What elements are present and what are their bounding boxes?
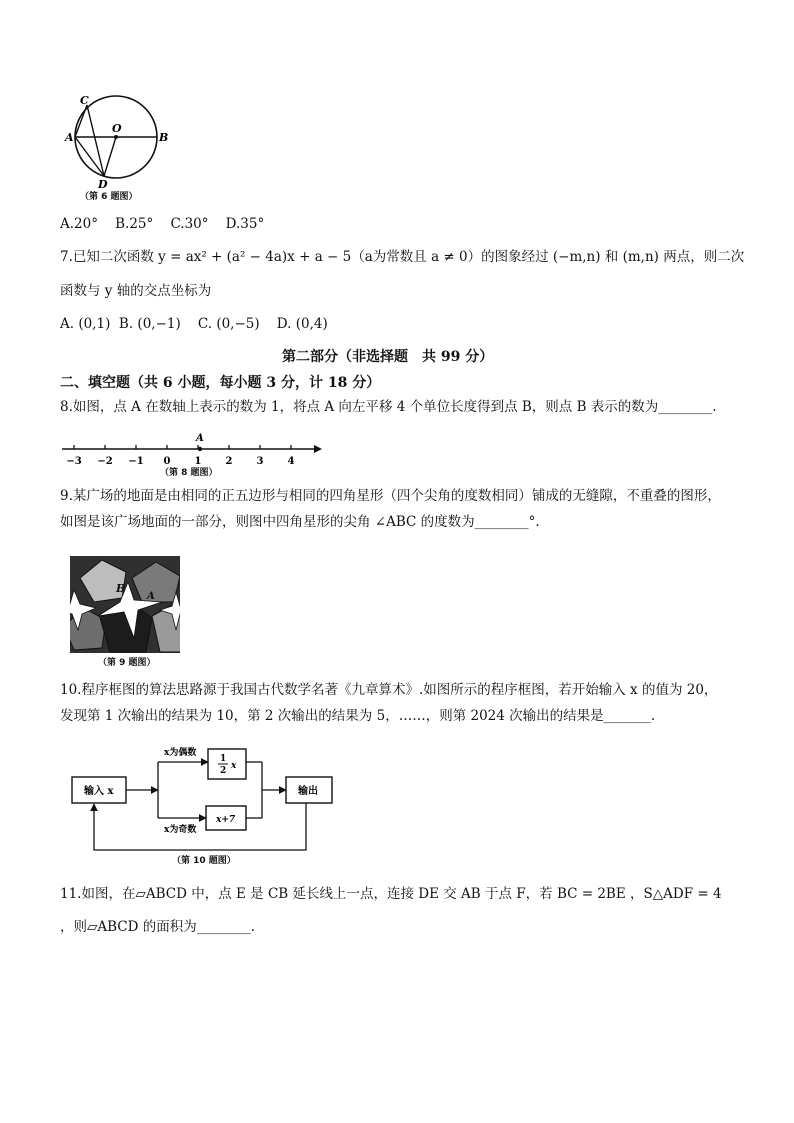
q6-circle-figure — [60, 94, 170, 204]
q6-label-o: O — [112, 122, 122, 135]
q6-label-a: A — [65, 131, 74, 144]
q8-tick-label: 1 — [194, 456, 202, 467]
q10-loop-back — [94, 803, 306, 850]
q10-figure-caption: （第 10 题图） — [172, 856, 236, 866]
q6-label-c: C — [80, 94, 89, 107]
q8-tick-label: 3 — [256, 456, 264, 467]
q6-center-o — [114, 135, 118, 139]
q9-line1: 9.某广场的地面是由相同的正五边形与相同的四角星形（四个尖角的度数相同）铺成的无缝隙，不重叠的图形， — [60, 488, 721, 504]
q9-tiling-figure — [70, 556, 185, 653]
q8-tick-label: −1 — [128, 456, 144, 467]
q10-line1: 10.程序框图的算法思路源于我国古代数学名著《九章算术》.如图所示的程序框图，若开始输入 x 的值为 20， — [60, 682, 718, 698]
q10-output-label: 输出 — [298, 786, 318, 797]
q10-half-numerator: 1 — [220, 754, 227, 764]
q10-even-label: x为偶数 — [164, 748, 197, 758]
q8-tick-label: 4 — [287, 456, 295, 467]
q9-label-a: A — [147, 591, 155, 602]
q10-half-variable: x — [231, 761, 237, 771]
q6-segment-od — [104, 137, 116, 176]
q6-label-b: B — [159, 131, 169, 144]
q6-figure-caption: （第 6 题图） — [80, 192, 138, 202]
q9-right-edge — [180, 556, 185, 653]
q8-tick-label: 2 — [225, 456, 233, 467]
q8-axis-arrow — [314, 445, 322, 453]
q10-odd-label: x为奇数 — [164, 825, 197, 835]
q8-point-a-label: A — [196, 433, 204, 444]
q8-tick-label: 0 — [163, 456, 171, 467]
q10-input-label: 输入 x — [84, 786, 114, 797]
q11-line1: 11.如图，在▱ABCD 中，点 E 是 CB 延长线上一点，连接 DE 交 AB 于点 F，若 BC = 2BE ，S△ADF = 4 — [60, 886, 722, 902]
q10-half-denominator: 2 — [220, 766, 227, 776]
q9-line2: 如图是该广场地面的一部分，则图中四角星形的尖角 ∠ABC 的度数为________°. — [60, 514, 540, 530]
q6-label-d: D — [98, 178, 108, 191]
q6-options: A.20° B.25° C.30° D.35° — [60, 216, 265, 232]
q10-flowchart — [66, 740, 346, 858]
q9-label-b: B — [116, 582, 126, 595]
q8-point-a — [198, 447, 202, 451]
part2-heading: 第二部分（非选择题 共 99 分） — [282, 349, 494, 365]
q7-line2: 函数与 y 轴的交点坐标为 — [60, 283, 212, 299]
q7-options: A. (0,1) B. (0,−1) C. (0,−5) D. (0,4) — [60, 316, 328, 332]
q8-figure-caption: （第 8 题图） — [160, 468, 218, 478]
section-fill-in-blank: 二、填空题（共 6 小题，每小题 3 分，计 18 分） — [60, 375, 381, 391]
q8-tick-label: −2 — [97, 456, 113, 467]
q6-chord-ac — [75, 105, 87, 137]
q8-text: 8.如图，点 A 在数轴上表示的数为 1，将点 A 向左平移 4 个单位长度得到点 B，则点 B 表示的数为________. — [60, 399, 717, 415]
q7-line1: 7.已知二次函数 y = ax² + (a² − 4a)x + a − 5（a为常数且 a ≠ 0）的图象经过 (−m,n) 和 (m,n) 两点，则二次 — [60, 249, 745, 265]
q8-tick-label: −3 — [66, 456, 82, 467]
q11-line2: ，则▱ABCD 的面积为________. — [60, 919, 256, 935]
q9-figure-caption: （第 9 题图） — [98, 658, 156, 668]
q10-line2: 发现第 1 次输出的结果为 10，第 2 次输出的结果为 5，……，则第 2024 次输出的结果是_______. — [60, 708, 656, 724]
q10-plus7-label: x+7 — [216, 815, 236, 825]
